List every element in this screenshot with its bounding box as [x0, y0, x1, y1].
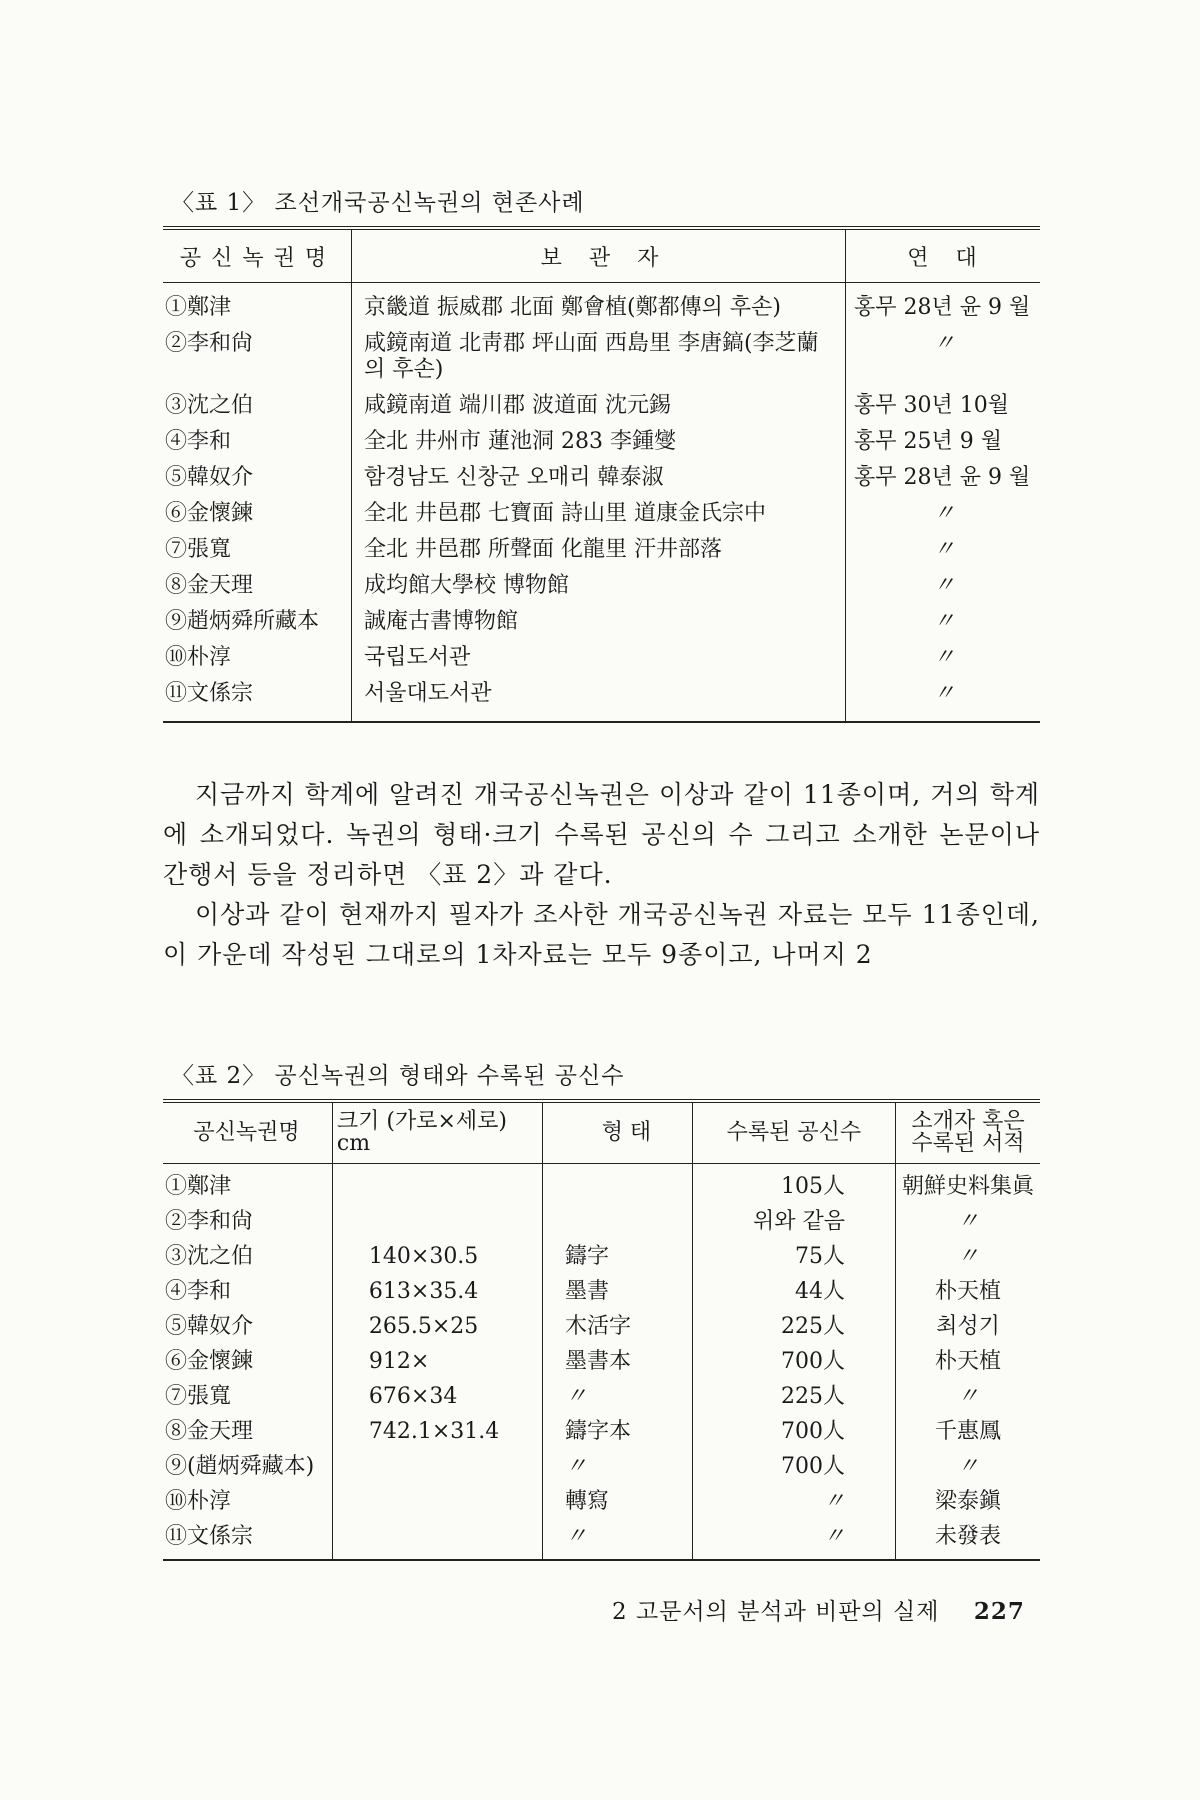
table1-header-date: 연 대 — [907, 245, 987, 271]
table1-cell-name: ⑨趙炳舜所藏本 — [163, 604, 352, 640]
table2-cell-source: 千惠鳳 — [934, 1419, 1001, 1444]
table1-cell-holder: 서울대도서관 — [352, 676, 846, 722]
table2-cell-count: 〃 — [692, 1484, 895, 1519]
table1-row — [163, 326, 1040, 388]
table2-cell-name: ③沈之伯 — [163, 1239, 332, 1274]
table2-header-form: 형 태 — [543, 1101, 693, 1164]
table2-cell-source: 梁泰鎭 — [934, 1489, 1001, 1514]
table1-row — [163, 388, 1040, 424]
table2-cell-count: 225人 — [692, 1309, 895, 1344]
table2-cell-form: 轉寫 — [543, 1484, 693, 1519]
table2 — [163, 1099, 1040, 1561]
table1-row — [163, 532, 1040, 568]
table1-cell-name: ②李和尙 — [163, 326, 352, 388]
page-number: 227 — [973, 1598, 1025, 1625]
table2-cell-size — [332, 1204, 542, 1239]
table2-cell-source: 최성기 — [936, 1314, 1000, 1339]
table1-cell-name: ⑩朴淳 — [163, 640, 352, 676]
table2-row — [163, 1449, 1040, 1484]
table1-cell-name: ⑤韓奴介 — [163, 460, 352, 496]
table2-header-source — [895, 1101, 1040, 1164]
table2-cell-form: 木活字 — [543, 1309, 693, 1344]
table2-row — [163, 1164, 1040, 1205]
table2-header-size-line2: cm — [336, 1131, 371, 1156]
table2-cell-form: 鑄字本 — [543, 1414, 693, 1449]
table1-cell-date: 〃 — [932, 609, 955, 634]
table2-header-source-line1: 소개자 혹은 — [911, 1109, 1025, 1134]
table1-header-row — [163, 228, 1040, 283]
table1-cell-date: 〃 — [932, 573, 955, 598]
table1-cell-holder: 全北 井州市 蓮池洞 283 李鍾燮 — [352, 424, 846, 460]
table1 — [163, 226, 1040, 723]
table2-cell-source: 〃 — [956, 1384, 979, 1409]
table1-cell-holder: 全北 井邑郡 所聲面 化龍里 汗井部落 — [352, 532, 846, 568]
table1-cell-holder: 咸鏡南道 北靑郡 坪山面 西島里 李唐鎬(李芝蘭의 후손) — [352, 326, 846, 388]
table1-cell-date: 홍무 28년 윤 9 월 — [854, 295, 1031, 320]
table1-cell-name: ⑧金天理 — [163, 568, 352, 604]
table2-cell-count: 44人 — [692, 1274, 895, 1309]
table2-row — [163, 1344, 1040, 1379]
table2-row — [163, 1204, 1040, 1239]
table1-row — [163, 283, 1040, 327]
table1-cell-name: ⑥金懷鍊 — [163, 496, 352, 532]
table1-row — [163, 496, 1040, 532]
table2-cell-name: ①鄭津 — [163, 1164, 332, 1205]
table1-cell-holder: 誠庵古書博物館 — [352, 604, 846, 640]
table2-cell-form — [543, 1204, 693, 1239]
table1-header-holder: 보 관 자 — [352, 228, 846, 283]
table2-cell-size: 912× — [332, 1344, 542, 1379]
table2-cell-source: 朴天植 — [934, 1279, 1001, 1304]
table2-cell-name: ⑧金天理 — [163, 1414, 332, 1449]
table1-caption: 〈표 1〉 조선개국공신녹권의 현존사례 — [171, 190, 585, 216]
table2-row — [163, 1274, 1040, 1309]
table1-row — [163, 424, 1040, 460]
table1-cell-holder: 咸鏡南道 端川郡 波道面 沈元錫 — [352, 388, 846, 424]
table2-cell-size: 140×30.5 — [332, 1239, 542, 1274]
table2-cell-source: 〃 — [956, 1209, 979, 1234]
table2-cell-size — [332, 1449, 542, 1484]
table1-cell-date: 홍무 30년 10월 — [854, 393, 1009, 418]
table1-row — [163, 604, 1040, 640]
table2-header-name: 공신녹권명 — [163, 1101, 332, 1164]
table2-cell-form: 〃 — [543, 1379, 693, 1414]
table2-cell-size: 265.5×25 — [332, 1309, 542, 1344]
table2-cell-source: 朴天植 — [934, 1349, 1001, 1374]
table2-cell-size — [332, 1519, 542, 1560]
table2-cell-size: 676×34 — [332, 1379, 542, 1414]
table1-cell-date: 홍무 28년 윤 9 월 — [854, 465, 1031, 490]
table1-cell-name: ⑪文係宗 — [163, 676, 352, 722]
table2-cell-form: 墨書 — [543, 1274, 693, 1309]
table2-cell-form: 墨書本 — [543, 1344, 693, 1379]
page-footer — [612, 1593, 1025, 1626]
table2-cell-form — [543, 1164, 693, 1205]
table1-cell-holder: 全北 井邑郡 七寶面 詩山里 道康金氏宗中 — [352, 496, 846, 532]
table1-cell-name: ③沈之伯 — [163, 388, 352, 424]
running-title: 2 고문서의 분석과 비판의 실제 — [612, 1599, 940, 1625]
table2-cell-count: 위와 같음 — [692, 1204, 895, 1239]
table2-row — [163, 1484, 1040, 1519]
table2-cell-count: 225人 — [692, 1379, 895, 1414]
table1-cell-date: 〃 — [932, 537, 955, 562]
paragraph: 이상과 같이 현재까지 필자가 조사한 개국공신녹권 자료는 모두 11종인데, 이 가운데 작성된 그대로의 1차자료는 모두 9종이고, 나머지 2 — [163, 900, 1040, 969]
table1-cell-holder: 成均館大學校 博物館 — [352, 568, 846, 604]
table2-row — [163, 1239, 1040, 1274]
table1-cell-name: ④李和 — [163, 424, 352, 460]
table2-cell-name: ⑤韓奴介 — [163, 1309, 332, 1344]
table2-cell-size: 742.1×31.4 — [332, 1414, 542, 1449]
table2-cell-size: 613×35.4 — [332, 1274, 542, 1309]
table2-row — [163, 1519, 1040, 1560]
table2-row — [163, 1414, 1040, 1449]
table2-cell-source: 朝鮮史料集眞 — [901, 1174, 1034, 1199]
paragraph: 지금까지 학계에 알려진 개국공신녹권은 이상과 같이 11종이며, 거의 학계에 소개되었다. 녹권의 형태·크기 수록된 공신의 수 그리고 소개한 논문이나 간행서 등을 정리하면 〈표 2〉과 같다. — [163, 780, 1040, 889]
body-text — [163, 775, 1040, 975]
table2-cell-name: ④李和 — [163, 1274, 332, 1309]
table1-cell-date: 〃 — [932, 331, 955, 356]
table2-header-source-line2: 수록된 서적 — [911, 1131, 1025, 1156]
table1-cell-holder: 京畿道 振威郡 北面 鄭會植(鄭都傳의 후손) — [352, 283, 846, 327]
table2-cell-source: 未發表 — [934, 1524, 1001, 1549]
table1-cell-date: 〃 — [932, 645, 955, 670]
table2-header-row — [163, 1101, 1040, 1164]
table2-cell-source: 〃 — [956, 1244, 979, 1269]
table2-cell-form: 〃 — [543, 1519, 693, 1560]
table1-cell-holder: 함경남도 신창군 오매리 韓泰淑 — [352, 460, 846, 496]
table2-cell-size — [332, 1164, 542, 1205]
table1-row — [163, 640, 1040, 676]
table2-row — [163, 1379, 1040, 1414]
table2-caption: 〈표 2〉 공신녹권의 형태와 수록된 공신수 — [171, 1063, 625, 1089]
table2-cell-name: ⑥金懷鍊 — [163, 1344, 332, 1379]
table2-cell-source: 〃 — [956, 1454, 979, 1479]
table2-cell-form: 鑄字 — [543, 1239, 693, 1274]
table2-header-size-line1: 크기 (가로×세로) — [336, 1109, 507, 1134]
table2-cell-name: ⑨(趙炳舜藏本) — [163, 1449, 332, 1484]
table2-header-size — [332, 1101, 542, 1164]
table1-row — [163, 460, 1040, 496]
table2-cell-count: 700人 — [692, 1414, 895, 1449]
table2-header-count: 수록된 공신수 — [692, 1101, 895, 1164]
table1-cell-name: ⑦張寬 — [163, 532, 352, 568]
table1-cell-holder: 국립도서관 — [352, 640, 846, 676]
table2-cell-count: 700人 — [692, 1449, 895, 1484]
table2-cell-size — [332, 1484, 542, 1519]
table1-row — [163, 568, 1040, 604]
table1-cell-date: 〃 — [932, 681, 955, 706]
table2-cell-count: 700人 — [692, 1344, 895, 1379]
table2-cell-count: 〃 — [692, 1519, 895, 1560]
table2-cell-name: ⑩朴淳 — [163, 1484, 332, 1519]
table2-cell-count: 105人 — [692, 1164, 895, 1205]
table1-row — [163, 676, 1040, 722]
table1-cell-date: 〃 — [932, 501, 955, 526]
table2-cell-name: ⑦張寬 — [163, 1379, 332, 1414]
table1-header-name: 공신녹권명 — [163, 228, 352, 283]
table2-cell-name: ⑪文係宗 — [163, 1519, 332, 1560]
table2-cell-count: 75人 — [692, 1239, 895, 1274]
table2-cell-form: 〃 — [543, 1449, 693, 1484]
table2-cell-name: ②李和尙 — [163, 1204, 332, 1239]
table1-cell-name: ①鄭津 — [163, 283, 352, 327]
table1-cell-date: 홍무 25년 9 월 — [854, 429, 1002, 454]
table2-row — [163, 1309, 1040, 1344]
